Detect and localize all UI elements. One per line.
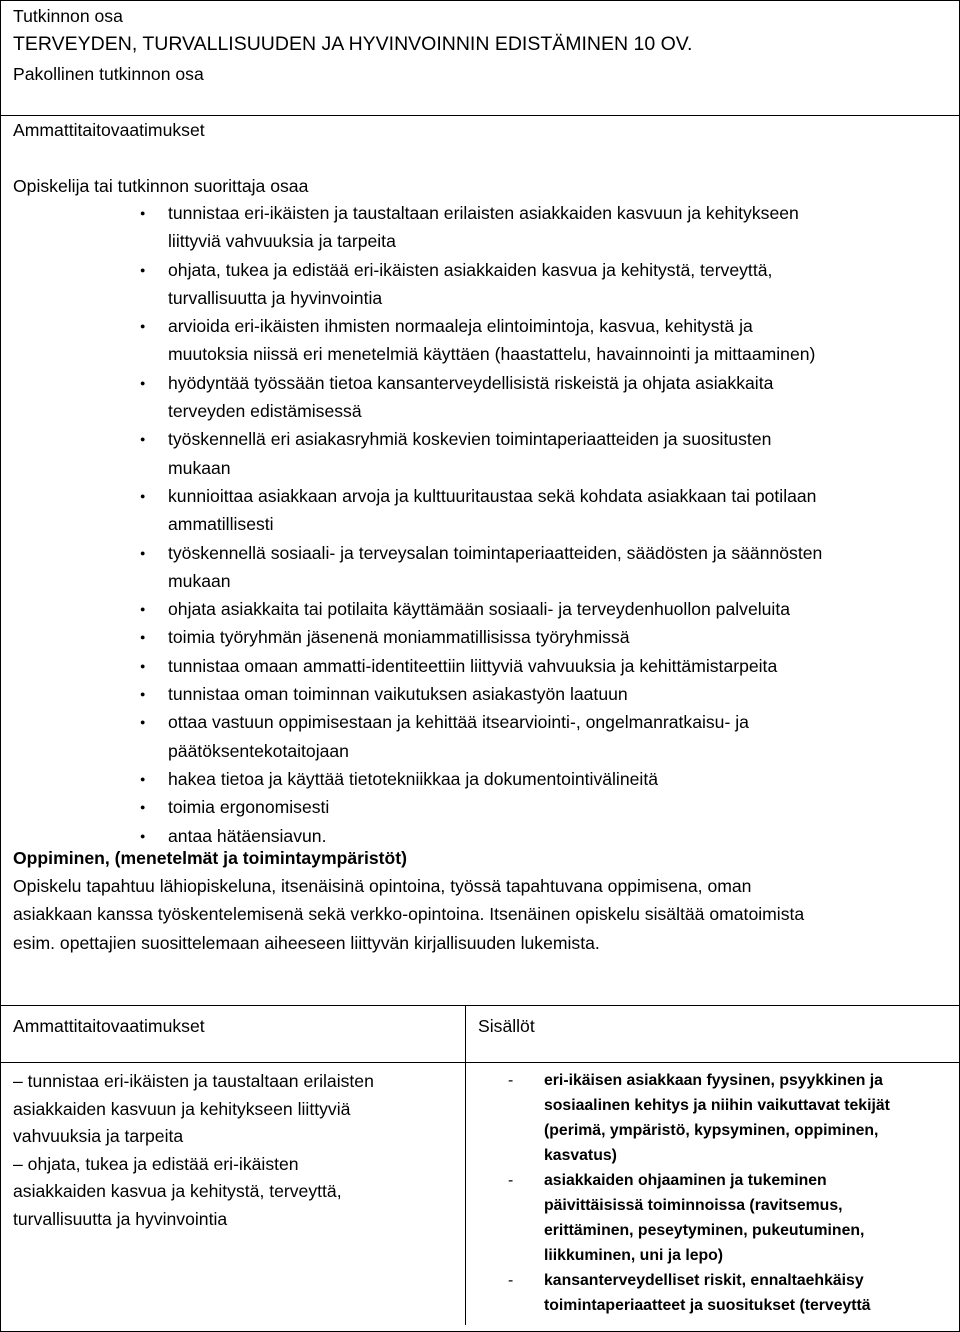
list-item: - eri-ikäisen asiakkaan fyysinen, psyykkinen ja sosiaalinen kehitys ja niihin vaikuttavat tekijät (perimä, ympäristö, kypsyminen, oppiminen, kasvatus) [508, 1068, 948, 1168]
module-label: Tutkinnon osa [13, 6, 123, 26]
list-item: ● tunnistaa oman toiminnan vaikutuksen asiakastyön laatuun [140, 680, 958, 708]
module-status: Pakollinen tutkinnon osa [13, 64, 204, 84]
table-col2-heading: Sisällöt [478, 1016, 535, 1036]
list-item: ● tunnistaa omaan ammatti-identiteettiin liittyviä vahvuuksia ja kehittämistarpeita [140, 652, 958, 680]
table-col1-text: – tunnistaa eri-ikäisten ja taustaltaan erilaisten asiakkaiden kasvuun ja kehitykseen liittyviä vahvuuksia ja tarpeita – ohjata, tukea ja edistää eri-ikäisten asiakkaiden kasvua ja kehitystä, terveyttä, turvallisuutta ja hyvinvointia [13, 1071, 374, 1229]
list-item: ● ohjata, tukea ja edistää eri-ikäisten asiakkaiden kasvua ja kehitystä, terveyttä, turvallisuutta ja hyvinvointia [140, 256, 958, 313]
list-item: ● toimia ergonomisesti [140, 793, 958, 821]
requirements-heading: Ammattitaitovaatimukset [13, 120, 205, 140]
list-item: ● hyödyntää työssään tietoa kansanterveydellisistä riskeistä ja ohjata asiakkaita terveyden edistämisessä [140, 369, 958, 426]
list-item: ● työskennellä sosiaali- ja terveysalan toimintaperiaatteiden, säädösten ja säännösten mukaan [140, 539, 958, 596]
contents-list [508, 1068, 948, 1318]
list-item: ● antaa hätäensiavun. [140, 822, 958, 850]
learning-heading: Oppiminen, (menetelmät ja toimintaympäristöt) [13, 848, 407, 868]
list-item: ● ohjata asiakkaita tai potilaita käyttämään sosiaali- ja terveydenhuollon palveluita [140, 595, 958, 623]
list-item: - asiakkaiden ohjaaminen ja tukeminen päivittäisissä toiminnoissa (ravitsemus, erittäminen, peseytyminen, pukeutuminen, liikkuminen, uni ja lepo) [508, 1168, 948, 1268]
table-col1-heading: Ammattitaitovaatimukset [13, 1016, 205, 1036]
list-item: ● toimia työryhmän jäsenenä moniammatillisissa työryhmissä [140, 623, 958, 651]
list-item: ● työskennellä eri asiakasryhmiä koskevien toimintaperiaatteiden ja suositusten mukaan [140, 425, 958, 482]
module-title: TERVEYDEN, TURVALLISUUDEN JA HYVINVOINNIN EDISTÄMINEN 10 OV. [13, 33, 693, 55]
list-item: ● arvioida eri-ikäisten ihmisten normaaleja elintoimintoja, kasvua, kehitystä ja muutoksia niissä eri menetelmiä käyttäen (haastattelu, havainnointi ja mittaaminen) [140, 312, 958, 369]
requirements-intro: Opiskelija tai tutkinnon suorittaja osaa [13, 176, 309, 196]
table-column-divider [465, 1005, 466, 1325]
table-header-divider [0, 1062, 960, 1063]
list-item: ● ottaa vastuun oppimisestaan ja kehittää itsearviointi-, ongelmanratkaisu- ja päätöksentekotaitojaan [140, 708, 958, 765]
list-item: ● tunnistaa eri-ikäisten ja taustaltaan erilaisten asiakkaiden kasvuun ja kehitykseen liittyviä vahvuuksia ja tarpeita [140, 199, 958, 256]
list-item: ● hakea tietoa ja käyttää tietotekniikkaa ja dokumentointivälineitä [140, 765, 958, 793]
requirements-list [140, 199, 958, 850]
section-divider [0, 1005, 960, 1006]
list-item: ● kunnioittaa asiakkaan arvoja ja kulttuuritaustaa sekä kohdata asiakkaan tai potilaan ammatillisesti [140, 482, 958, 539]
learning-text: Opiskelu tapahtuu lähiopiskeluna, itsenäisinä opintoina, työssä tapahtuvana oppimisena, oman asiakkaan kanssa työskentelemisenä sekä verkko-opintoina. Itsenäinen opiskelu sisältää omatoimista esim. opettajien suosittelemaan aiheeseen liittyvän kirjallisuuden lukemista. [13, 876, 805, 953]
list-item: - kansanterveydelliset riskit, ennaltaehkäisy toimintaperiaatteet ja suositukset (terveyttä [508, 1268, 948, 1318]
